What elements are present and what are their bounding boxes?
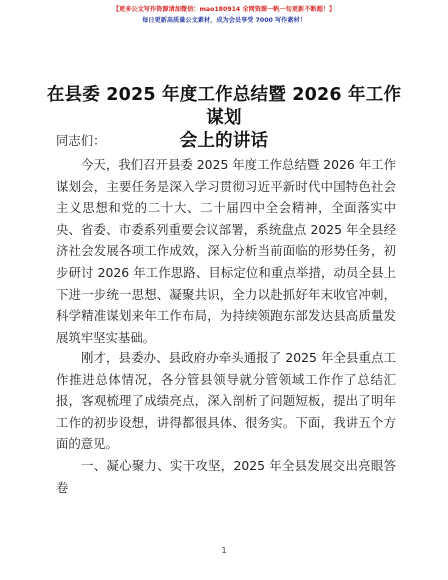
promo-banner-line-2: 每日更新高质量公文素材，成为会员享受 7000 写作素材！ bbox=[142, 17, 306, 24]
body-paragraph-1: 今天，我们召开县委 2025 年度工作总结暨 2026 年工作谋划会，主要任务是深入学习贯彻习近平新时代中国特色社会主义思想和党的二十大、二十届四中全会精神，全面落实中央、省委、市委系列重要会议部署，系统盘点 2025 年全县经济社会发展各项工作成效，深入分析当前面临的形势任务，初步研讨 2026 年工作思路、目标定位和重点举措，动员全县上下进一步统一思想、凝聚共识，全力以赴抓好年末收官冲刺，科学精准谋划来年工作布局，为持续领跑东部发达县高质量发展筑牢坚实基础。 bbox=[56, 157, 396, 345]
document-title-line-1: 在县委 2025 年度工作总结暨 2026 年工作谋划 bbox=[46, 85, 402, 128]
document-title-line-2: 会上的讲话 bbox=[179, 131, 269, 151]
body-paragraph-2: 刚才，县委办、县政府办牵头通报了 2025 年全县重点工作推进总体情况，各分管县领导就分管领域工作作了总结汇报，客观梳理了成绩亮点，深入剖析了问题短板，提出了明年工作的初步设想，讲得都很具体、很务实。下面，我讲五个方面的意见。 bbox=[56, 350, 396, 452]
promo-banner-line-1: 【更多公文写作资源请加微信：mao180914 全网资源一帆一旬更新不断超！】 bbox=[112, 6, 336, 13]
page-number: 1 bbox=[221, 546, 227, 555]
section-heading-1: 一、凝心聚力、实干攻坚，2025 年全县发展交出亮眼答卷 bbox=[56, 458, 396, 495]
salutation: 同志们： bbox=[56, 133, 106, 148]
